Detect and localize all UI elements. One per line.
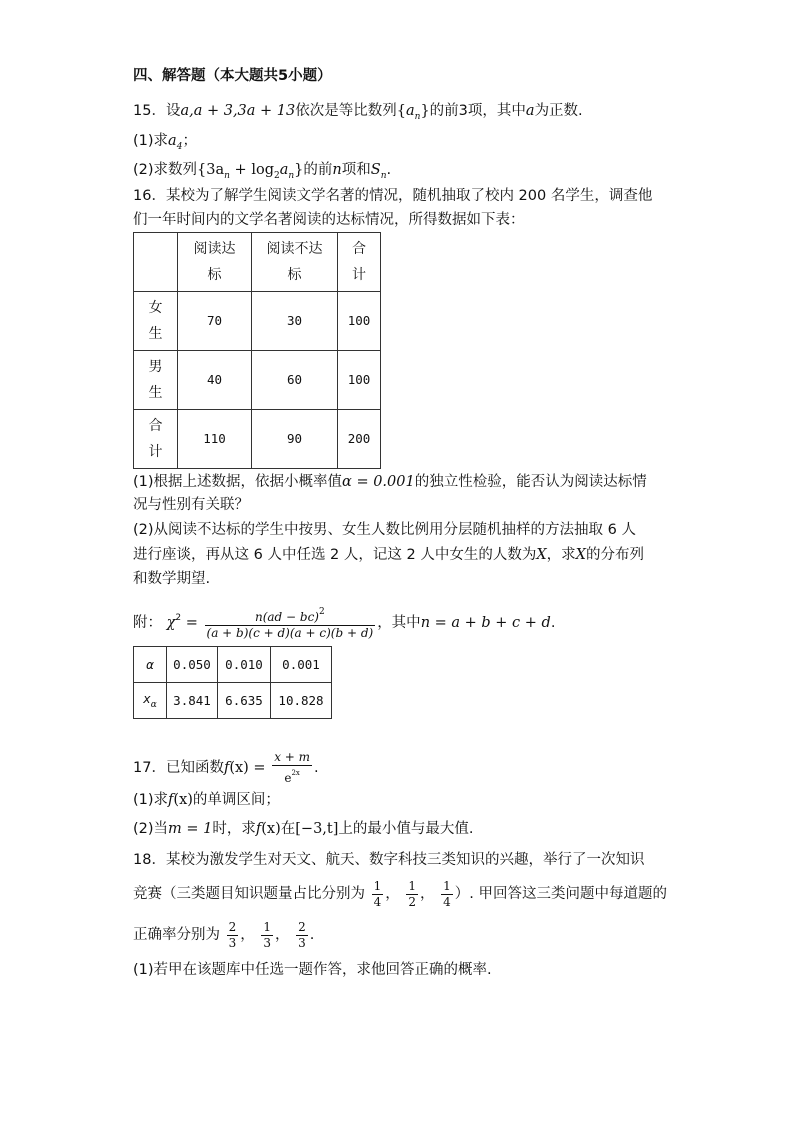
q17-fraction: $\frac{x + m}{e^{2x}}$ [274, 750, 311, 785]
q16-stem-line2: 们一年时间内的文学名著阅读的达标情况，所得数据如下表： [133, 212, 525, 228]
q16-part2-line3: 和数学期望. [133, 571, 211, 587]
q18-stem-line2: 竞赛（三类题目知识题量占比分别为 $\frac{1}{4}$ ， $\frac{1}{2}$ ， $\frac{1}{4}$ ）. 甲回答这三类问题中每道题的 [133, 878, 667, 909]
q16-part1-line1: (1)根据上述数据，依据小概率值α = 0.001的独立性检验，能否认为阅读达标情 [133, 474, 647, 490]
rate-fraction: $\frac{1}{3}$ [263, 919, 271, 950]
q18-part1: (1)若甲在该题库中任选一题作答，求他回答正确的概率. [133, 962, 492, 978]
table-cell: 110 [178, 410, 252, 469]
row-label: 女 生 [134, 292, 178, 351]
row-label: 男 生 [134, 351, 178, 410]
rate-fraction: $\frac{2}{3}$ [298, 919, 306, 950]
table-cell: 100 [338, 351, 381, 410]
q15-stem: 15．设a,a + 3,3a + 13依次是等比数列$\{a_n\}$的前3项，其中a为正数. [133, 103, 583, 122]
alpha-row [134, 647, 332, 683]
ratio-fraction: $\frac{1}{4}$ [373, 878, 382, 909]
critical-value-table [133, 646, 332, 719]
table-cell: 10.828 [271, 683, 332, 719]
section-heading: 四、解答题（本大题共5小题） [133, 68, 332, 84]
header-cell-total: 合 计 [338, 233, 381, 292]
chi-fraction: $\frac{n(ad - bc)^2}{(a + b)(c + d)(a + c)(b + d)}$ [206, 607, 374, 640]
table-cell: 6.635 [218, 683, 271, 719]
header-cell-empty [134, 233, 178, 292]
table-cell: 40 [178, 351, 252, 410]
table-cell: 70 [178, 292, 252, 351]
table-cell: 100 [338, 292, 381, 351]
rate-fraction: $\frac{2}{3}$ [228, 919, 237, 950]
header-cell-fail: 阅读不达 标 [252, 233, 338, 292]
q17-part2: (2)当m = 1时，求f(x)在[−3,t]上的最小值与最大值. [133, 821, 474, 837]
table-row-female [134, 292, 381, 351]
ratio-fraction: $\frac{1}{2}$ [408, 878, 416, 909]
reading-survey-table [133, 232, 381, 469]
x-alpha-label: $x_\alpha$ [134, 683, 167, 719]
table-cell: 90 [252, 410, 338, 469]
ratio-fraction: $\frac{1}{4}$ [443, 878, 451, 909]
q17-part1: (1)求f(x)的单调区间； [133, 792, 280, 808]
header-cell-pass: 阅读达 标 [178, 233, 252, 292]
table-row-male [134, 351, 381, 410]
chi-square-formula: 附： $\chi^2$ = $\frac{n(ad - bc)^2}{(a + b)(c + d)(a + c)(b + d)}$ ，其中n = a + b + c + d. [133, 607, 556, 640]
table-row-total [134, 410, 381, 469]
table-cell: 60 [252, 351, 338, 410]
q16-part2-line2: 进行座谈，再从这 6 人中任选 2 人，记这 2 人中女生的人数为X，求X的分布列 [133, 547, 644, 563]
q18-stem-line3: 正确率分别为 $\frac{2}{3}$ ， $\frac{1}{3}$ ， $\frac{2}{3}$ . [133, 919, 315, 950]
row-label: 合 计 [134, 410, 178, 469]
q17-stem: 17．已知函数f(x) = $\frac{x + m}{e^{2x}}$ . [133, 750, 319, 785]
q16-part1-line2: 况与性别有关联？ [133, 497, 249, 513]
q18-stem-line1: 18．某校为激发学生对天文、航天、数字科技三类知识的兴趣，举行了一次知识 [133, 852, 645, 868]
q16-stem-line1: 16．某校为了解学生阅读文学名著的情况，随机抽取了校内 200 名学生，调查他 [133, 188, 653, 204]
table-cell: 200 [338, 410, 381, 469]
q16-part2-line1: (2)从阅读不达标的学生中按男、女生人数比例用分层随机抽样的方法抽取 6 人 [133, 522, 636, 538]
table-cell: 3.841 [167, 683, 218, 719]
table-cell: 30 [252, 292, 338, 351]
alpha-label: α [134, 647, 167, 683]
table-header-row [134, 233, 381, 292]
q15-part2: (2)求数列$\{3a_n + \log_2a_n\}$的前n项和$S_n$. [133, 162, 392, 181]
x-alpha-row [134, 683, 332, 719]
chi-symbol: χ [166, 615, 176, 631]
table-cell: 0.001 [271, 647, 332, 683]
table-cell: 0.010 [218, 647, 271, 683]
table-cell: 0.050 [167, 647, 218, 683]
q15-part1: (1)求$a_4$； [133, 133, 197, 152]
